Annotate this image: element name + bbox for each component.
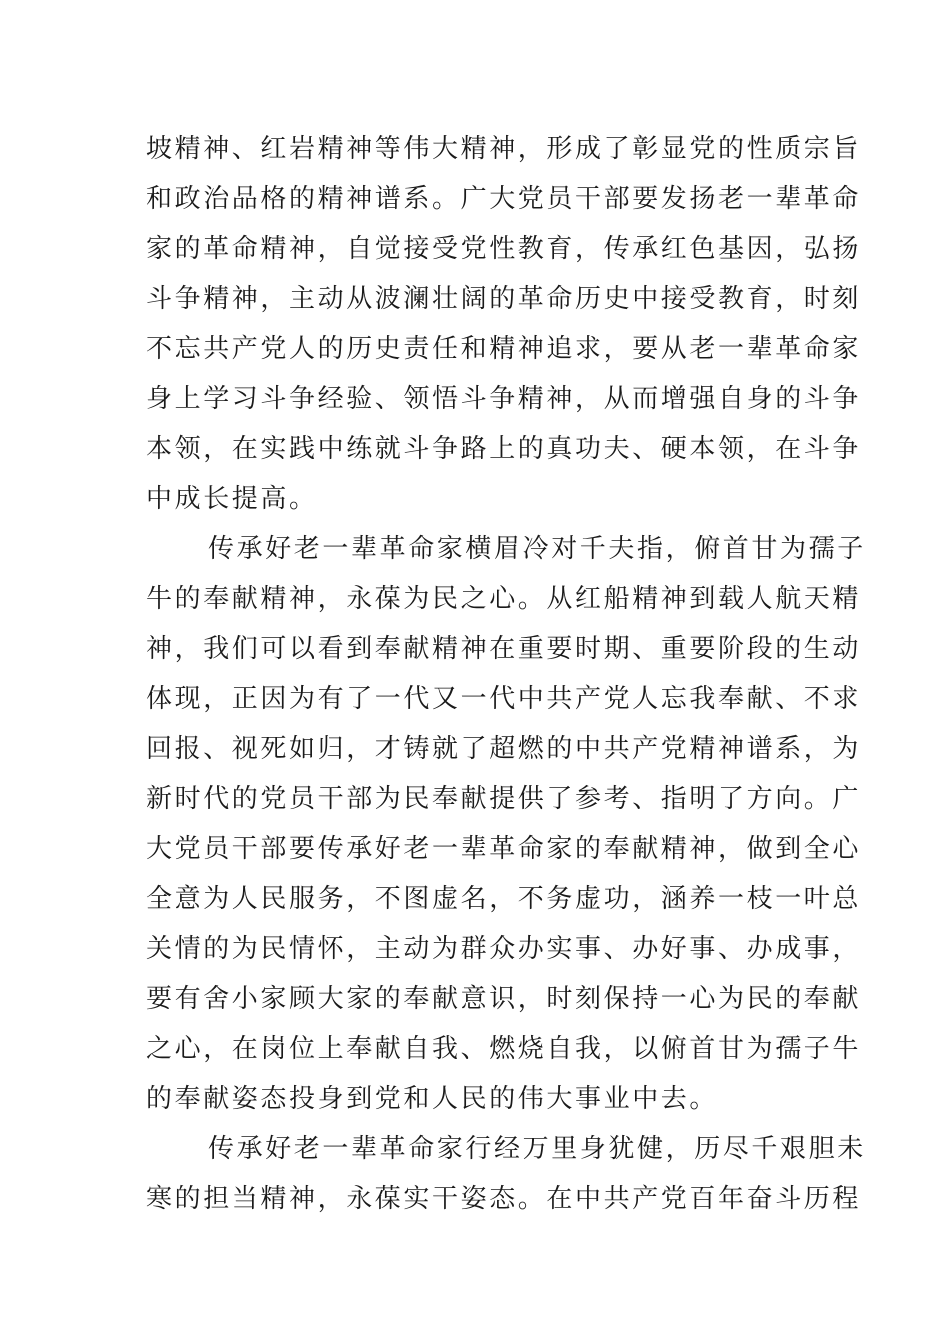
text-line: 本领，在实践中练就斗争路上的真功夫、硬本领，在斗争 xyxy=(146,434,862,464)
text-line: 斗争精神，主动从波澜壮阔的革命历史中接受教育，时刻 xyxy=(146,284,862,314)
text-line: 家的革命精神，自觉接受党性教育，传承红色基因，弘扬 xyxy=(146,234,862,264)
text-line: 坡精神、红岩精神等伟大精神，形成了彰显党的性质宗旨 xyxy=(146,134,862,164)
text-line: 回报、视死如归，才铸就了超燃的中共产党精神谱系，为 xyxy=(146,734,862,764)
text-line: 身上学习斗争经验、领悟斗争精神，从而增强自身的斗争 xyxy=(146,384,862,414)
text-line: 全意为人民服务，不图虚名，不务虚功，涵养一枝一叶总 xyxy=(146,884,862,914)
document-body xyxy=(146,124,866,1224)
text-line: 大党员干部要传承好老一辈革命家的奉献精神，做到全心 xyxy=(146,834,862,864)
text-line: 之心，在岗位上奉献自我、燃烧自我，以俯首甘为孺子牛 xyxy=(146,1034,862,1064)
text-line: 新时代的党员干部为民奉献提供了参考、指明了方向。广 xyxy=(146,784,862,814)
text-line: 寒的担当精神，永葆实干姿态。在中共产党百年奋斗历程 xyxy=(146,1184,862,1214)
text-line: 的奉献姿态投身到党和人民的伟大事业中去。 xyxy=(146,1084,719,1114)
text-line: 和政治品格的精神谱系。广大党员干部要发扬老一辈革命 xyxy=(146,184,862,214)
text-line: 中成长提高。 xyxy=(146,484,318,514)
text-line: 体现，正因为有了一代又一代中共产党人忘我奉献、不求 xyxy=(146,684,862,714)
paragraph-start-line: 传承好老一辈革命家横眉冷对千夫指，俯首甘为孺子 xyxy=(208,534,866,564)
paragraph-start-line: 传承好老一辈革命家行经万里身犹健，历尽千艰胆未 xyxy=(208,1134,866,1164)
text-line: 不忘共产党人的历史责任和精神追求，要从老一辈革命家 xyxy=(146,334,862,364)
text-line: 关情的为民情怀，主动为群众办实事、办好事、办成事， xyxy=(146,934,862,964)
text-line: 要有舍小家顾大家的奉献意识，时刻保持一心为民的奉献 xyxy=(146,984,862,1014)
text-line: 神，我们可以看到奉献精神在重要时期、重要阶段的生动 xyxy=(146,634,862,664)
text-line: 牛的奉献精神，永葆为民之心。从红船精神到载人航天精 xyxy=(146,584,862,614)
